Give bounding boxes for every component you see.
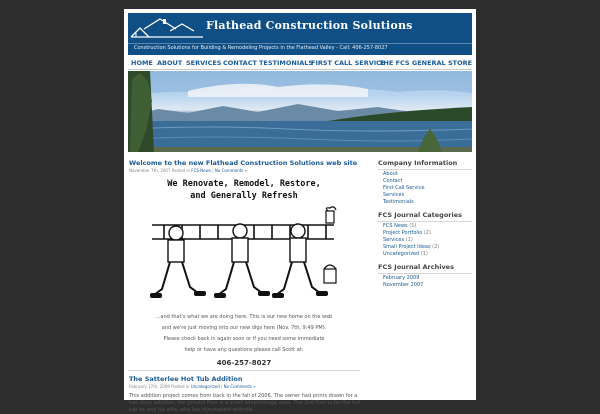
nav-general-store[interactable]: THE FCS GENERAL STORE	[379, 59, 473, 67]
category-count: (1)	[409, 223, 417, 229]
tagline-bar	[128, 43, 472, 55]
post-comments-link[interactable]: No Comments »	[223, 384, 256, 389]
sidebar-link-testimonials[interactable]: Testimonials	[383, 199, 414, 205]
sidebar-link-contact[interactable]: Contact	[383, 178, 403, 184]
category-name[interactable]: Small Project Ideas	[383, 244, 431, 250]
post-line-3: Please check back in again soon or if you need some immediate	[163, 336, 325, 342]
post-divider	[128, 370, 360, 371]
sidebar-category-item[interactable]	[383, 244, 439, 250]
site-title[interactable]: Flathead Construction Solutions	[206, 19, 413, 32]
sidebar-category-item[interactable]	[383, 237, 413, 243]
post-body-hot-tub: This addition project comes from back in the fall of 2006. The owner had prints drawn for a two story addition, the ground floor is a small shop/storage area. The 2nd floor is for the hot tub he and his wife, who has rheumatoid arthritis.	[129, 393, 361, 413]
category-name[interactable]: Services	[383, 237, 405, 243]
sidebar-link-about[interactable]: About	[383, 171, 398, 177]
sidebar-link-services[interactable]: Services	[383, 192, 405, 198]
category-count: (1)	[420, 251, 428, 257]
post-line-4: help or have any questions please call Scott at:	[184, 347, 304, 353]
category-name[interactable]: Uncategorized	[383, 251, 420, 257]
nav-first-call-service[interactable]: FIRST CALL SERVICE	[311, 59, 386, 67]
phone-number: 406-257-8027	[216, 359, 272, 367]
sidebar-heading-company-info: Company Information	[378, 159, 472, 170]
category-count: (1)	[405, 237, 413, 243]
workers-carrying-ladder-illustration	[148, 209, 344, 307]
post-title-welcome[interactable]: Welcome to the new Flathead Construction Solutions web site	[129, 159, 358, 167]
main-nav	[128, 56, 472, 70]
page	[124, 9, 476, 413]
post-title-hot-tub[interactable]: The Satterlee Hot Tub Addition	[129, 375, 243, 383]
post-line-2: and we're just moving into our new digs here (Nov. 7th, 9:49 PM).	[161, 325, 327, 331]
category-name[interactable]: Project Portfolio	[383, 230, 423, 236]
nav-services[interactable]: SERVICES	[186, 59, 222, 67]
post-date: November 7th, 2007 Posted in	[129, 168, 192, 173]
sidebar-archive-nov-2007[interactable]: November 2007	[383, 282, 424, 288]
category-count: (2)	[432, 244, 440, 250]
post-comments-link[interactable]: No Comments »	[214, 168, 248, 173]
post-meta-welcome: November 7th, 2007 Posted in FCS News | No Comments »	[129, 168, 248, 173]
nav-contact[interactable]: CONTACT	[223, 59, 257, 67]
sidebar-heading-archives: FCS Journal Archives	[378, 263, 472, 274]
sidebar-archive-feb-2009[interactable]: February 2009	[383, 275, 420, 281]
sidebar-category-item[interactable]	[383, 223, 416, 229]
post-meta-hot-tub: February 17th, 2009 Posted in Uncategorized | No Comments »	[129, 384, 256, 389]
sidebar-category-item[interactable]	[383, 251, 428, 257]
category-count: (2)	[423, 230, 431, 236]
house-logo-icon[interactable]	[130, 15, 204, 41]
category-name[interactable]: FCS News	[383, 223, 408, 229]
header-banner-image	[128, 71, 472, 152]
site-tagline: Construction Solutions for Building & Remodeling Projects in the Flathead Valley - Call: 406-257-8027	[134, 45, 388, 51]
post-date: February 17th, 2009 Posted in	[129, 384, 191, 389]
cartoon-heading-line1: We Renovate, Remodel, Restore,	[167, 179, 321, 189]
site-header	[128, 13, 472, 43]
sidebar-heading-categories: FCS Journal Categories	[378, 211, 472, 222]
cartoon-heading-line2: and Generally Refresh	[190, 191, 298, 201]
nav-testimonials[interactable]: TESTIMONIALS	[259, 59, 314, 67]
post-line-1: ...and that's what we are doing here. This is our new home on the web	[155, 314, 333, 320]
sidebar-link-first-call-service[interactable]: First Call Service	[383, 185, 425, 191]
nav-about[interactable]: ABOUT	[157, 59, 183, 67]
sidebar-category-item[interactable]	[383, 230, 431, 236]
nav-home[interactable]: HOME	[131, 59, 153, 67]
post-category-link[interactable]: Uncategorized	[190, 384, 220, 389]
post-category-link[interactable]: FCS News	[191, 168, 211, 173]
